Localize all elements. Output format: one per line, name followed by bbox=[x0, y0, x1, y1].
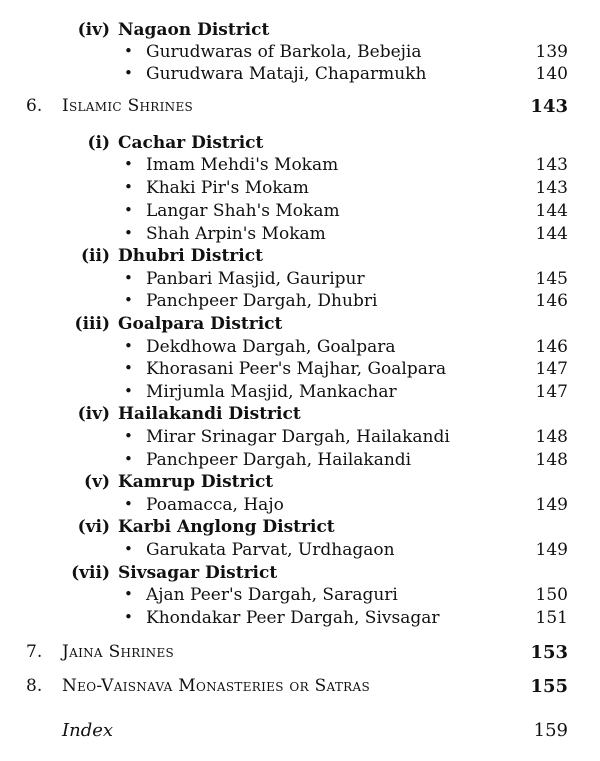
subsection-title: Kamrup District bbox=[118, 472, 274, 492]
toc-index bbox=[0, 720, 600, 744]
bullet: • bbox=[124, 495, 133, 513]
chapter-page: 143 bbox=[530, 96, 568, 117]
index-page: 159 bbox=[533, 720, 568, 741]
entry-page: 146 bbox=[535, 337, 568, 357]
bullet: • bbox=[124, 201, 133, 219]
toc-chapter-8 bbox=[0, 676, 600, 700]
subsection-title: Sivsagar District bbox=[118, 563, 278, 583]
entry-page: 146 bbox=[535, 291, 568, 311]
entry-page: 151 bbox=[535, 608, 568, 628]
subsection-title: Cachar District bbox=[118, 133, 264, 153]
entry-text: Mirjumla Masjid, Mankachar bbox=[146, 382, 397, 402]
chapter-title: Neo-Vaisnava Monasteries or Satras bbox=[62, 676, 370, 696]
toc-entry bbox=[0, 359, 600, 383]
bullet: • bbox=[124, 608, 133, 626]
entry-text: Ajan Peer's Dargah, Saraguri bbox=[146, 585, 398, 605]
chapter-number: 6. bbox=[26, 96, 43, 116]
entry-page: 148 bbox=[535, 427, 568, 447]
bullet: • bbox=[124, 178, 133, 196]
chapter-number: 7. bbox=[26, 642, 43, 662]
toc-subsection-hailakandi bbox=[0, 404, 600, 428]
toc-entry bbox=[0, 269, 600, 293]
toc-subsection-cachar bbox=[0, 133, 600, 157]
subsection-number: (i) bbox=[87, 133, 110, 153]
bullet: • bbox=[124, 585, 133, 603]
toc-entry bbox=[0, 201, 600, 225]
subsection-number: (ii) bbox=[80, 246, 110, 266]
entry-text: Gurudwaras of Barkola, Bebejia bbox=[146, 42, 422, 62]
entry-text: Dekdhowa Dargah, Goalpara bbox=[146, 337, 396, 357]
chapter-title: Jaina Shrines bbox=[62, 642, 175, 662]
bullet: • bbox=[124, 269, 133, 287]
toc-subsection-nagaon bbox=[0, 20, 600, 44]
entry-text: Imam Mehdi's Mokam bbox=[146, 155, 339, 175]
bullet: • bbox=[124, 427, 133, 445]
entry-text: Langar Shah's Mokam bbox=[146, 201, 340, 221]
entry-text: Garukata Parvat, Urdhagaon bbox=[146, 540, 395, 560]
toc-entry bbox=[0, 178, 600, 202]
toc-entry bbox=[0, 540, 600, 564]
chapter-page: 153 bbox=[530, 642, 568, 663]
entry-page: 143 bbox=[535, 155, 568, 175]
bullet: • bbox=[124, 382, 133, 400]
toc-subsection-sivsagar bbox=[0, 563, 600, 587]
chapter-page: 155 bbox=[530, 676, 568, 697]
bullet: • bbox=[124, 359, 133, 377]
entry-text: Khorasani Peer's Majhar, Goalpara bbox=[146, 359, 447, 379]
subsection-number: (iv) bbox=[77, 404, 110, 424]
entry-page: 144 bbox=[535, 201, 568, 221]
entry-page: 147 bbox=[535, 382, 568, 402]
toc-entry bbox=[0, 450, 600, 474]
bullet: • bbox=[124, 540, 133, 558]
entry-text: Gurudwara Mataji, Chaparmukh bbox=[146, 64, 427, 84]
entry-text: Mirar Srinagar Dargah, Hailakandi bbox=[146, 427, 450, 447]
toc-chapter-6 bbox=[0, 96, 600, 120]
toc-entry bbox=[0, 42, 600, 66]
toc-entry bbox=[0, 382, 600, 406]
bullet: • bbox=[124, 450, 133, 468]
bullet: • bbox=[124, 64, 133, 82]
toc-entry bbox=[0, 224, 600, 248]
entry-page: 150 bbox=[535, 585, 568, 605]
entry-text: Panchpeer Dargah, Hailakandi bbox=[146, 450, 412, 470]
entry-text: Panbari Masjid, Gauripur bbox=[146, 269, 365, 289]
bullet: • bbox=[124, 42, 133, 60]
bullet: • bbox=[124, 224, 133, 242]
entry-page: 149 bbox=[535, 495, 568, 515]
bullet: • bbox=[124, 291, 133, 309]
entry-page: 147 bbox=[535, 359, 568, 379]
entry-page: 143 bbox=[535, 178, 568, 198]
toc-entry bbox=[0, 608, 600, 632]
entry-page: 145 bbox=[535, 269, 568, 289]
chapter-title: Islamic Shrines bbox=[62, 96, 194, 116]
entry-text: Panchpeer Dargah, Dhubri bbox=[146, 291, 378, 311]
toc-entry bbox=[0, 585, 600, 609]
toc-entry bbox=[0, 291, 600, 315]
subsection-title: Karbi Anglong District bbox=[118, 517, 335, 537]
bullet: • bbox=[124, 337, 133, 355]
subsection-title: Nagaon District bbox=[118, 20, 270, 40]
entry-text: Poamacca, Hajo bbox=[146, 495, 284, 515]
toc-subsection-kamrup bbox=[0, 472, 600, 496]
toc-chapter-7 bbox=[0, 642, 600, 666]
entry-page: 139 bbox=[535, 42, 568, 62]
subsection-title: Hailakandi District bbox=[118, 404, 301, 424]
entry-text: Khaki Pir's Mokam bbox=[146, 178, 309, 198]
entry-text: Shah Arpin's Mokam bbox=[146, 224, 326, 244]
entry-page: 148 bbox=[535, 450, 568, 470]
bullet: • bbox=[124, 155, 133, 173]
subsection-title: Goalpara District bbox=[118, 314, 283, 334]
toc-subsection-karbi-anglong bbox=[0, 517, 600, 541]
subsection-title: Dhubri District bbox=[118, 246, 263, 266]
subsection-number: (vi) bbox=[77, 517, 110, 537]
entry-page: 149 bbox=[535, 540, 568, 560]
entry-page: 140 bbox=[535, 64, 568, 84]
entry-text: Khondakar Peer Dargah, Sivsagar bbox=[146, 608, 440, 628]
toc-subsection-dhubri bbox=[0, 246, 600, 270]
toc-entry bbox=[0, 495, 600, 519]
subsection-number: (vii) bbox=[71, 563, 110, 583]
toc-entry bbox=[0, 337, 600, 361]
subsection-number: (iii) bbox=[74, 314, 110, 334]
entry-page: 144 bbox=[535, 224, 568, 244]
subsection-number: (iv) bbox=[77, 20, 110, 40]
toc-entry bbox=[0, 64, 600, 88]
chapter-number: 8. bbox=[26, 676, 43, 696]
toc-subsection-goalpara bbox=[0, 314, 600, 338]
subsection-number: (v) bbox=[84, 472, 110, 492]
toc-entry bbox=[0, 427, 600, 451]
toc-entry bbox=[0, 155, 600, 179]
index-title: Index bbox=[62, 720, 114, 741]
